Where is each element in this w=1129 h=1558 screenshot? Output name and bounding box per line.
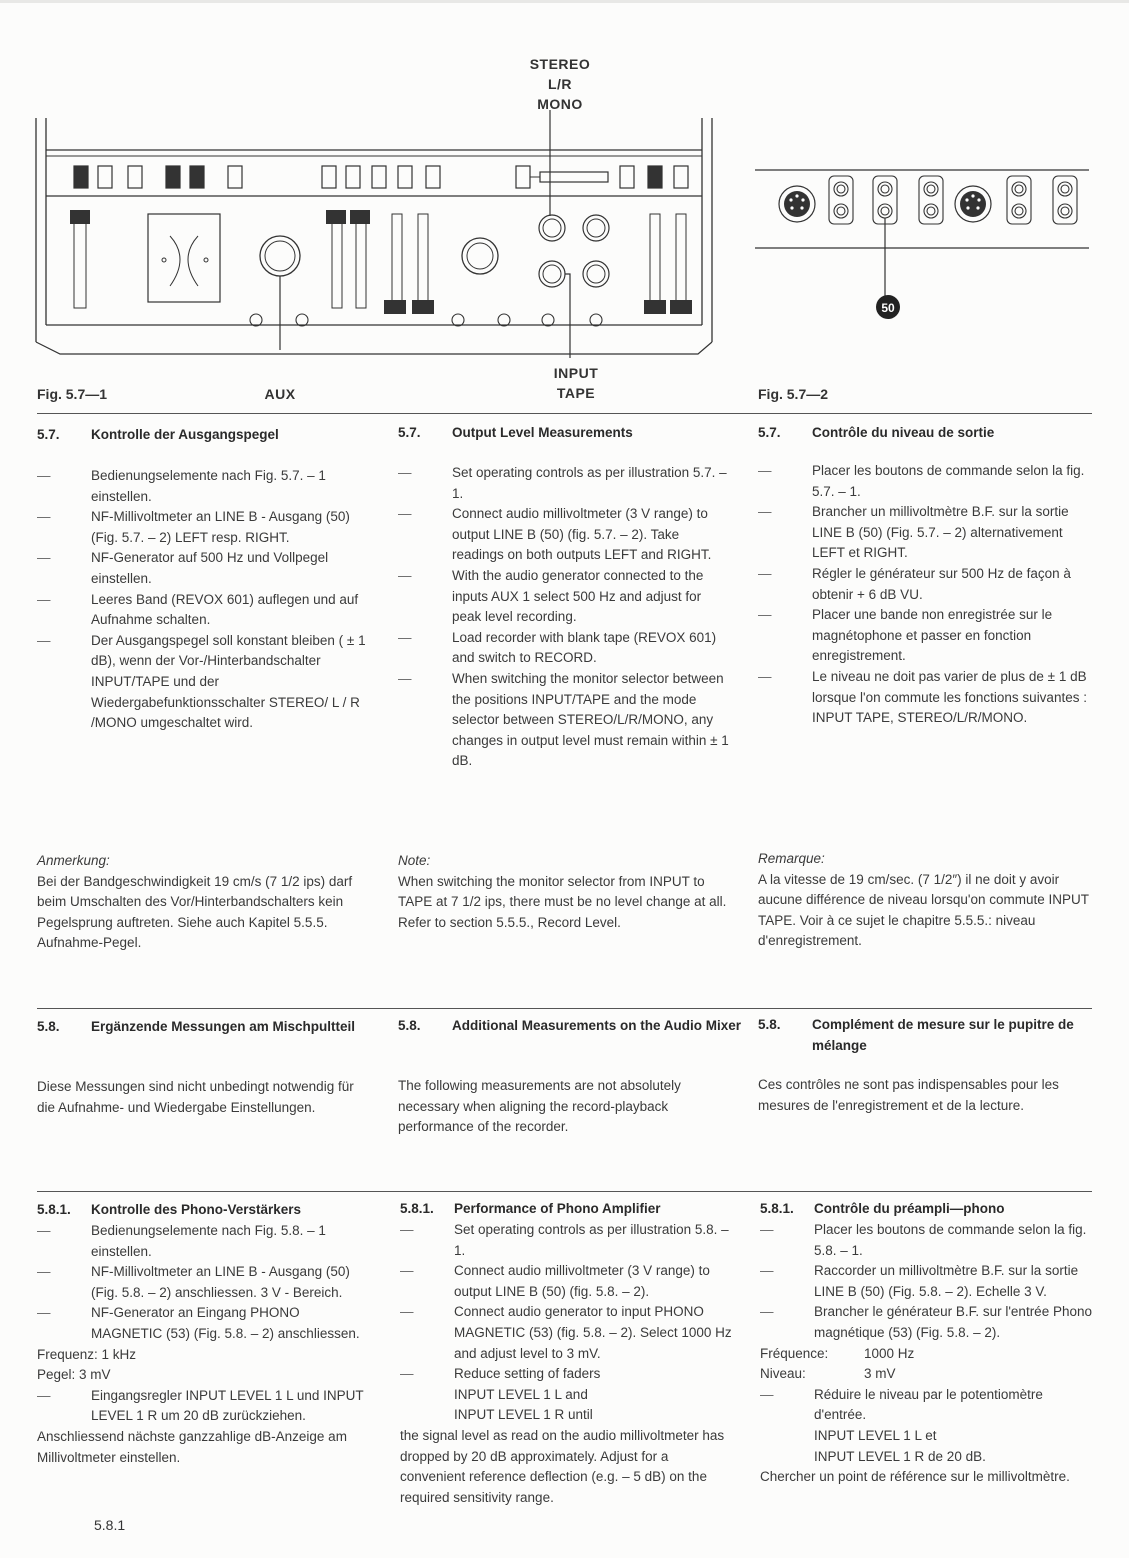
list-item: — NF-Generator an Eingang PHONO MAGNETIC (53) (Fig. 5.8. – 2) anschliessen.: [37, 1303, 373, 1344]
note-text: A la vitesse de 19 cm/sec. (7 1/2″) il ne doit y avoir aucune différence de niveau lorsqu'on commute INPUT TAPE. Voir à ce sujet le chapitre 5.5.5.: niveau d'enregistrement.: [758, 871, 1089, 949]
frequency-value: 1000 Hz: [864, 1345, 915, 1361]
setting-line: Frequenz: 1 kHz: [37, 1346, 137, 1362]
note-text: Refer to section 5.5.5., Record Level.: [398, 914, 621, 930]
callout-aux: AUX: [264, 386, 296, 402]
list-item: — Set operating controls as per illustration 5.8. – 1.: [400, 1220, 736, 1261]
note-text: When switching the monitor selector from INPUT to TAPE at 7 1/2 ips, there must be no level change at all.: [398, 873, 727, 910]
indent-line: INPUT LEVEL 1 L et: [814, 1427, 937, 1443]
tail-text: the signal level as read on the audio millivoltmeter has dropped by 20 dB approximately. Adjust for a convenient reference deflection (e.g. – 5 dB) on the required sensitivity range.: [400, 1427, 725, 1505]
level-line: [760, 1364, 1096, 1385]
list-item: — Connect audio millivoltmeter (3 V range) to output LINE B (50) (fig. 5.7. – 2). Take readings on both outputs LEFT and RIGHT.: [398, 504, 734, 566]
section-title: Contrôle du niveau de sortie: [812, 425, 995, 440]
instructions-fr: [758, 461, 1094, 729]
list-item: — NF-Generator auf 500 Hz und Vollpegel einstellen.: [37, 548, 373, 589]
intro-de: Diese Messungen sind nicht unbedingt notwendig für die Aufnahme- und Wiedergabe Einstellungen.: [37, 1079, 354, 1115]
list-item: — Bedienungselemente nach Fig. 5.8. – 1 einstellen.: [37, 1221, 373, 1262]
indent-line: INPUT LEVEL 1 L and: [454, 1386, 588, 1402]
section-title: Performance of Phono Amplifier: [454, 1201, 661, 1216]
list-item: — When switching the monitor selector between the positions INPUT/TAPE and the mode selector between STEREO/L/R/MONO, any changes in output level must remain within ± 1 dB.: [398, 669, 734, 772]
section-number: 5.7.: [37, 427, 60, 442]
indent-line: INPUT LEVEL 1 R until: [454, 1407, 593, 1423]
frequency-line: [760, 1344, 1096, 1365]
intro-fr: Ces contrôles ne sont pas indispensables pour les mesures de l'enregistrement et de la lecture.: [758, 1077, 1059, 1113]
top-border: [0, 0, 1129, 3]
list-item: — Connect audio generator to input PHONO MAGNETIC (53) (fig. 5.8. – 2). Select 1000 Hz and adjust level to 3 mV.: [400, 1302, 736, 1364]
section-title: Output Level Measurements: [452, 425, 633, 440]
list-item: — With the audio generator connected to the inputs AUX 1 select 500 Hz and adjust for peak level recording.: [398, 566, 734, 628]
callout-line: L/R: [547, 76, 573, 92]
callout-line: TAPE: [556, 385, 596, 401]
page-number: 5.8.1: [94, 1517, 126, 1533]
note-text: Bei der Bandgeschwindigkeit 19 cm/s (7 1/2 ips) darf beim Umschalten des Vor/Hinterbandschalters kein Pegelsprung auftreten. Siehe auch Kapitel 5.5.5. Aufnahme-Pegel.: [37, 873, 353, 951]
list-item: — Load recorder with blank tape (REVOX 601) and switch to RECORD.: [398, 628, 734, 669]
figure-label: Fig. 5.7—2: [758, 386, 829, 402]
note-title: Note:: [398, 853, 431, 868]
list-item: — Der Ausgangspegel soll konstant bleiben ( ± 1 dB), wenn der Vor-/Hinterbandschalter INPUT/TAPE und der Wiedergabefunktionsschalter STEREO/ L / R /MONO umgeschaltet wird.: [37, 631, 373, 734]
phono-steps-de: [37, 1221, 373, 1468]
list-item: — Eingangsregler INPUT LEVEL 1 L und INPUT LEVEL 1 R um 20 dB zurückziehen.: [37, 1386, 373, 1427]
list-item: — Placer une bande non enregistrée sur le magnétophone et passer en fonction enregistrement.: [758, 605, 1094, 667]
section-number: 5.8.: [758, 1017, 781, 1032]
section-number: 5.8.: [37, 1019, 60, 1034]
list-item: — Brancher un millivoltmètre B.F. sur la sortie LINE B (50) (Fig. 5.7. – 2) alternativement LEFT et RIGHT.: [758, 502, 1094, 564]
indent-line: INPUT LEVEL 1 R de 20 dB.: [814, 1448, 986, 1464]
list-item: — Connect audio millivoltmeter (3 V range) to output LINE B (50) (fig. 5.8. – 2).: [400, 1261, 736, 1302]
section-title: Kontrolle des Phono-Verstärkers: [91, 1202, 302, 1217]
list-item: — Placer les boutons de commande selon la fig. 5.7. – 1.: [758, 461, 1094, 502]
section-title: Ergänzende Messungen am Mischpultteil: [91, 1019, 356, 1034]
level-label: Niveau:: [760, 1366, 806, 1382]
tail-text: Anschliessend nächste ganzzahlige dB-Anzeige am Millivoltmeter einstellen.: [37, 1428, 347, 1465]
list-item: — Set operating controls as per illustration 5.7. – 1.: [398, 463, 734, 504]
list-item: — Reduce setting of faders: [400, 1364, 736, 1385]
list-item: — Bedienungselemente nach Fig. 5.7. – 1 einstellen.: [37, 466, 373, 507]
setting-line: Pegel: 3 mV: [37, 1367, 111, 1383]
list-item: — Le niveau ne doit pas varier de plus de ± 1 dB lorsque l'on commute les fonctions suivantes : INPUT TAPE, STEREO/L/R/MONO.: [758, 667, 1094, 729]
note-de: [37, 851, 373, 954]
section-number: 5.8.: [398, 1018, 421, 1033]
section-number: 5.8.1.: [760, 1201, 794, 1216]
callout-line: STEREO: [529, 56, 591, 72]
section-title: Contrôle du préampli—phono: [814, 1201, 1005, 1216]
rear-connectors-illustration: [755, 160, 1095, 320]
list-item: — Réduire le niveau par le potentiomètre d'entrée.: [760, 1385, 1096, 1426]
section-title: Complément de mesure sur le pupitre de mélange: [812, 1017, 1074, 1053]
section-divider: [37, 1008, 1092, 1009]
list-item: — NF-Millivoltmeter an LINE B - Ausgang (50) (Fig. 5.8. – 2) anschliessen. 3 V - Bereich.: [37, 1262, 373, 1303]
instructions-de: [37, 466, 373, 734]
list-item: — Raccorder un millivoltmètre B.F. sur la sortie LINE B (50) (Fig. 5.8. – 2). Echelle 3 V.: [760, 1261, 1096, 1302]
level-value: 3 mV: [864, 1366, 896, 1382]
list-item: — Brancher le générateur B.F. sur l'entrée Phono magnétique (53) (Fig. 5.8. – 2).: [760, 1302, 1096, 1343]
note-fr: [758, 849, 1094, 952]
callout-line: INPUT: [553, 365, 599, 381]
list-item: — Leeres Band (REVOX 601) auflegen und auf Aufnahme schalten.: [37, 590, 373, 631]
frequency-label: Fréquence:: [760, 1345, 829, 1361]
note-en: [398, 851, 734, 933]
callout-line: MONO: [537, 96, 583, 112]
note-title: Anmerkung:: [37, 853, 110, 868]
section-title: Additional Measurements on the Audio Mixer: [452, 1018, 742, 1033]
tail-text: Chercher un point de référence sur le millivoltmètre.: [760, 1469, 1070, 1485]
intro-en: The following measurements are not absolutely necessary when aligning the record-playback performance of the recorder.: [398, 1078, 681, 1135]
section-number: 5.8.1.: [37, 1202, 71, 1217]
figure-label: Fig. 5.7—1: [37, 386, 108, 402]
section-number: 5.7.: [398, 425, 421, 440]
list-item: — Placer les boutons de commande selon la fig. 5.8. – 1.: [760, 1220, 1096, 1261]
connector-number-label: 50: [881, 301, 895, 315]
section-number: 5.8.1.: [400, 1201, 434, 1216]
section-divider: [37, 413, 1092, 414]
callout-input-tape: [536, 363, 616, 403]
list-item: — Régler le générateur sur 500 Hz de façon à obtenir + 6 dB VU.: [758, 564, 1094, 605]
section-title: Kontrolle der Ausgangspegel: [91, 427, 279, 442]
note-title: Remarque:: [758, 851, 825, 866]
list-item: — NF-Millivoltmeter an LINE B - Ausgang (50) (Fig. 5.7. – 2) LEFT resp. RIGHT.: [37, 507, 373, 548]
phono-steps-en: [400, 1220, 736, 1508]
callout-stereo-mode: [520, 54, 600, 114]
section-number: 5.7.: [758, 425, 781, 440]
phono-steps-fr: [760, 1220, 1096, 1488]
instructions-en: [398, 463, 734, 772]
front-panel-illustration: [30, 110, 730, 360]
section-divider: [37, 1191, 1092, 1192]
